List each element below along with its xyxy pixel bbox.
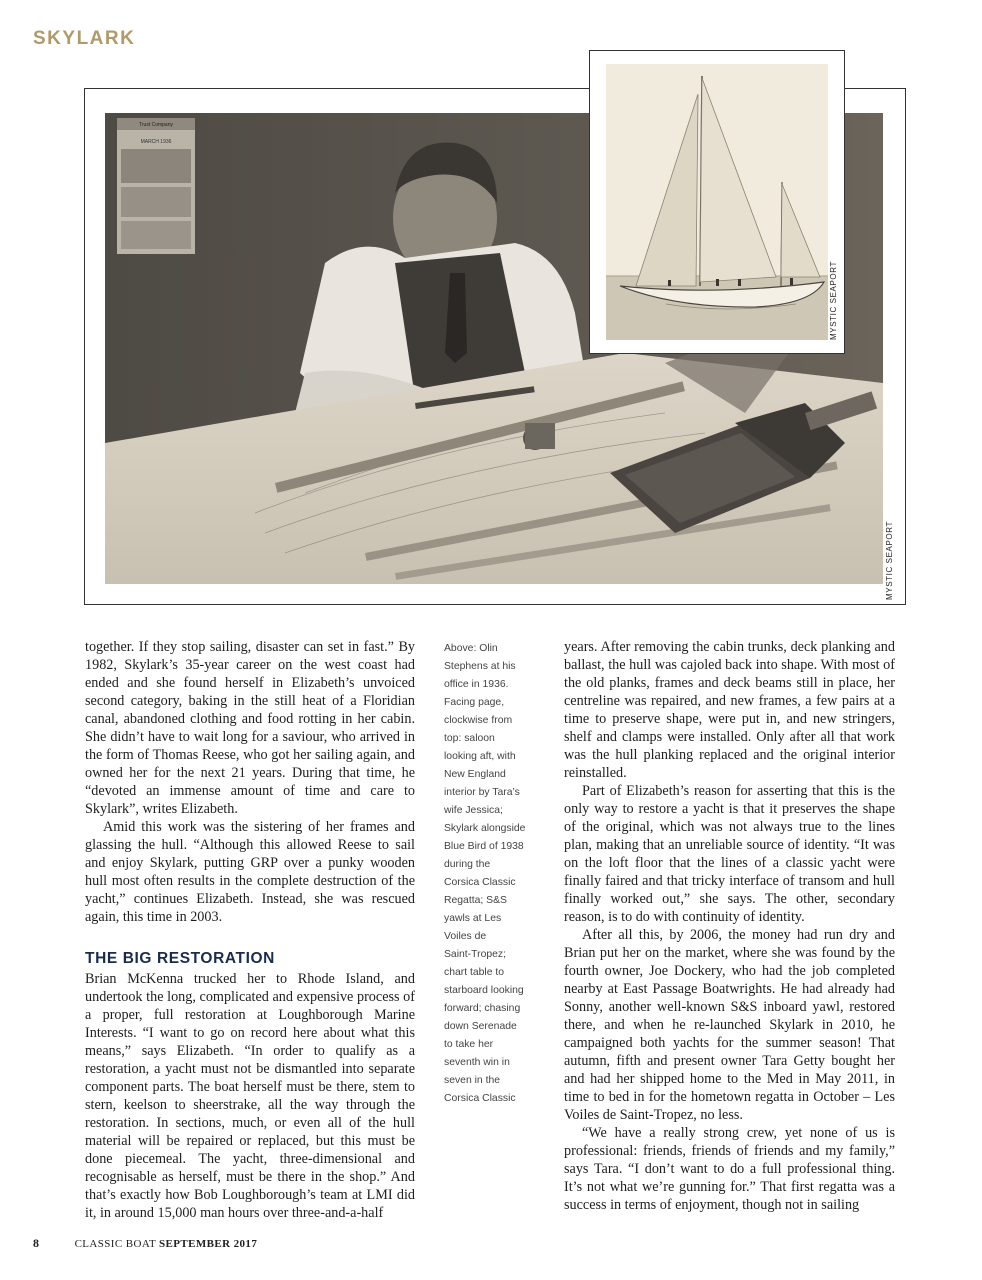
caption-line: Stephens at his: [444, 661, 516, 672]
caption-line: Skylark alongside: [444, 823, 526, 834]
issue-date: SEPTEMBER 2017: [159, 1238, 258, 1250]
caption-line: Corsica Classic: [444, 1093, 516, 1104]
calendar-header: Trust Company: [139, 122, 173, 128]
section-label: SKYLARK: [33, 28, 136, 49]
paragraph-text: together. If they stop sailing, disaster can set in fast.” By 1982, Skylark’s 35-year career on the west coast had ended and she found herself in Elizabeth’s unvoiced second category, baking in the still heat of a Floridian canal, abandoned clothing and food rotting in her cabin. She didn’t have to wait long for a saviour, who arrived in the form of Thomas Reese, who got her sailing again, and owned her for the next 21 years. During that time, he “devoted an immense amount of time and care to Skylark”, writes Elizabeth.: [85, 639, 415, 817]
page-footer: [33, 1236, 257, 1251]
paragraph-text: After all this, by 2006, the money had run dry and Brian put her on the market, where she was found by the fourth owner, Joe Dockery, who had the job completed nearby at East Passage Boatwrights. He had already had Sonny, another well-known S&S inboard yawl, restored there, and when he re-launched Skylark in 2010, he campaigned both yachts for the summer season! That autumn, fifth and present owner Tara Getty bought her and had her shipped home to the Med in May 2011, in time to bed in for the hometown regatta in October – Les Voiles de Saint-Tropez, no less.: [564, 927, 895, 1123]
paragraph-text: years. After removing the cabin trunks, deck planking and ballast, the hull was cajoled back into shape. With most of the old planks, frames and deck beams still in place, her centreline was repaired, and new frames, a few pairs at a time to preserve shape, were put in, and new stringers, shelf and clamps were installed. Only after all that work was the hull planking replaced and the original interior reinstalled.: [564, 639, 895, 781]
inset-photo-credit: MYSTIC SEAPORT: [829, 261, 838, 340]
paragraph-text: “We have a really strong crew, yet none of us is professional: friends, friends of friends and my family,” says Tara. “I don’t want to do a full professional thing. It’s not what we’re gunning for.” That first regatta was a success in terms of enjoyment, though not in sailing: [564, 1125, 895, 1213]
paragraph-text: Amid this work was the sistering of her frames and glassing the hull. “Although this allowed Reese to sail and enjoy Skylark, putting GRP over a punky wooden hull most often results in the complete destruction of the yacht,” continues Elizabeth. Instead, she was rescued again, this time in 2003.: [85, 819, 415, 925]
caption-line: Saint-Tropez;: [444, 949, 506, 960]
caption-line: chart table to: [444, 967, 505, 978]
photo-caption: [444, 640, 544, 1108]
paragraph: [564, 638, 895, 782]
paragraph: [85, 818, 415, 926]
wall-calendar: [117, 118, 195, 254]
caption-line: starboard looking: [444, 985, 524, 996]
caption-line: looking aft, with: [444, 751, 516, 762]
yacht-sailing-photo: [606, 64, 828, 340]
caption-line: seventh win in: [444, 1057, 510, 1068]
caption-line: to take her: [444, 1039, 494, 1050]
caption-line: Corsica Classic: [444, 877, 516, 888]
subheading: THE BIG RESTORATION: [85, 950, 275, 967]
inset-photo: [606, 64, 828, 340]
caption-line: Voiles de: [444, 931, 487, 942]
paragraph: [85, 638, 415, 818]
paragraph-text: Part of Elizabeth’s reason for asserting that this is the only way to restore a yacht is that it preserves the shape of the original, which was not always true to the lines plan, making that an unreliable source of identity. “It was on the loft floor that the lines of a classic yacht were finally faired and that tricky interface of transom and hull finally worked out,” she says. The other, secondary reason, is to do with continuity of identity.: [564, 783, 895, 925]
caption-line: top: saloon: [444, 733, 495, 744]
article-column-3: [564, 638, 895, 1214]
inset-photo-frame: [589, 50, 845, 354]
magazine-name: CLASSIC BOAT: [74, 1238, 156, 1250]
caption-line: wife Jessica;: [444, 805, 503, 816]
page-number: 8: [33, 1236, 40, 1250]
calendar-month: MARCH 1936: [140, 139, 172, 145]
paragraph: [85, 970, 415, 1222]
caption-line: interior by Tara’s: [444, 787, 520, 798]
caption-line: Blue Bird of 1938: [444, 841, 524, 852]
paragraph: [564, 926, 895, 1124]
caption-line: Facing page,: [444, 697, 505, 708]
caption-line: forward; chasing: [444, 1003, 521, 1014]
caption-line: Regatta; S&S: [444, 895, 507, 906]
caption-line: seven in the: [444, 1075, 501, 1086]
caption-line: Above: Olin: [444, 643, 498, 654]
caption-line: during the: [444, 859, 491, 870]
paragraph-text: Brian McKenna trucked her to Rhode Island, and undertook the long, complicated and expensive process of a proper, full restoration at Loughborough Marine Interests. “I want to go on record here about what this means,” says Elizabeth. “In order to qualify as a restoration, a yacht must not be dismantled into separate component parts. The boat herself must be there, stem to stern, keelson to sheerstrake, all the way through the restoration. In sections, much, or even all of the hull material will be repaired or replaced, but this must be done piecemeal. The yacht, three-dimensional and recognisable as herself, must be there in the shop.” And that’s exactly how Bob Loughborough’s team at LMI did it, in around 15,000 man hours over three-and-a-half: [85, 971, 415, 1221]
caption-line: yawls at Les: [444, 913, 502, 924]
caption-line: clockwise from: [444, 715, 513, 726]
article-column-1: [85, 638, 415, 1222]
main-photo-credit: MYSTIC SEAPORT: [885, 521, 894, 600]
caption-line: down Serenade: [444, 1021, 517, 1032]
caption-line: office in 1936.: [444, 679, 509, 690]
paragraph: [564, 1124, 895, 1214]
paragraph: [564, 782, 895, 926]
caption-line: New England: [444, 769, 506, 780]
